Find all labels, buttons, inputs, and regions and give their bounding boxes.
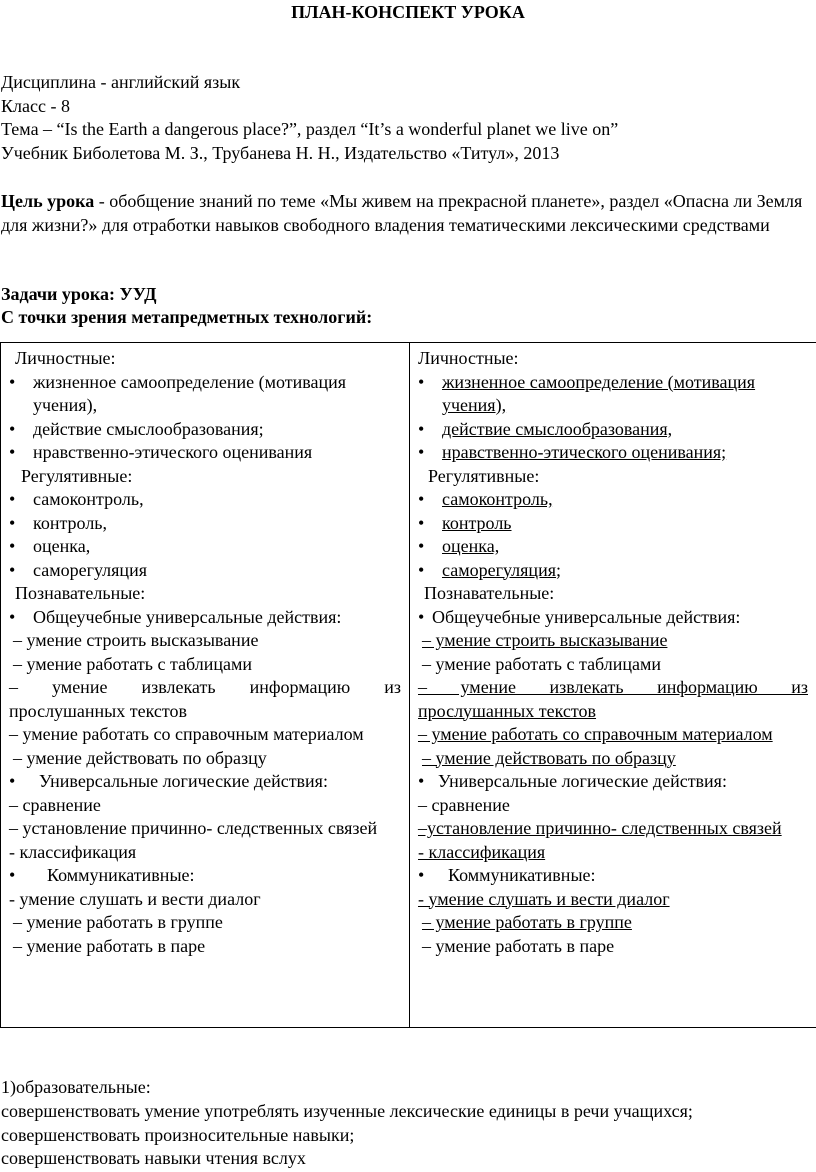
list-item: – умение действовать по образцу [13,747,267,768]
list-item: • жизненное самоопределение (мотивация учения), [9,371,401,418]
cognitive-heading: Познавательные: [424,583,555,603]
personal-heading: Личностные: [15,348,116,368]
communicative-heading: • Коммуникативные: [418,864,808,888]
list-item: • саморегуляция; [418,559,808,583]
list-item: - умение слушать и вести диалог [9,888,261,909]
lesson-goal [1,189,813,237]
educational-item: совершенствовать навыки чтения вслух [1,1148,306,1168]
discipline-line: Дисциплина - английский язык [1,72,241,92]
page-title: ПЛАН-КОНСПЕКТ УРОКА [291,2,525,22]
uud-table [0,342,816,1028]
general-actions-heading: • Общеучебные универсальные действия: [9,606,401,630]
list-item: – умение работать в группе [13,912,223,932]
list-item: – умение строить высказывание [422,630,668,650]
list-item: – умение работать с таблицами [13,653,253,674]
list-item: • контроль, [9,512,401,536]
general-actions-heading: • Общеучебные универсальные действия: [418,606,808,630]
educational-item: совершенствовать произносительные навыки; [1,1125,355,1145]
list-item: – умение работать со справочным материалом [9,724,364,744]
list-item: – сравнение [9,794,101,815]
tasks-heading: Задачи урока: УУД [1,284,157,304]
list-item: – умение работать в группе [422,912,632,932]
list-item: • саморегуляция [9,559,401,583]
table-cell-left [1,343,410,1028]
table-cell-right [410,343,816,1028]
list-item: - классификация [9,841,137,862]
list-item: –установление причинно- следственных связей [418,818,782,838]
list-item: • нравственно-этического оценивания [9,441,401,465]
list-item: • самоконтроль, [418,488,808,512]
regulatory-heading: Регулятивные: [21,465,133,486]
list-item: – установление причинно- следственных связей [9,818,378,838]
list-item: • жизненное самоопределение (мотивация учения), [418,371,808,418]
list-item: – умение извлекать информацию из прослушанных текстов [418,677,808,721]
goal-text: - обобщение знаний по теме «Мы живем на прекрасной планете», раздел «Опасна ли Земля для жизни?» для отработки навыков свободного владения тематическими лексическими средствами [1,191,803,235]
regulatory-heading: Регулятивные: [428,465,540,486]
list-item: - классификация [418,841,546,862]
list-item: – умение работать со справочным материалом [418,724,773,744]
list-item: • самоконтроль, [9,488,401,512]
list-item: – умение работать в паре [422,935,615,956]
grade-line: Класс - 8 [1,96,70,116]
educational-heading: 1)образовательные: [1,1077,151,1097]
list-item: • действие смыслообразования, [418,418,808,442]
list-item: • контроль [418,512,808,536]
communicative-heading: • Коммуникативные: [9,864,401,888]
tasks-subheading: С точки зрения метапредметных технологий: [1,307,373,327]
list-item: • нравственно-этического оценивания; [418,441,808,465]
list-item: – умение строить высказывание [13,630,259,650]
list-item: • оценка, [418,535,808,559]
list-item: – умение действовать по образцу [422,747,676,768]
logical-actions-heading: • Универсальные логические действия: [9,770,401,794]
logical-actions-heading: • Универсальные логические действия: [418,770,808,794]
cognitive-heading: Познавательные: [15,583,146,603]
textbook-line: Учебник Биболетова М. З., Трубанева Н. Н., Издательство «Титул», 2013 [1,143,560,163]
list-item: – умение работать в паре [13,935,206,956]
list-item: – сравнение [418,794,510,815]
list-item: • оценка, [9,535,401,559]
list-item: – умение работать с таблицами [422,653,662,674]
educational-item: совершенствовать умение употреблять изученные лексические единицы в речи учащихся; [1,1101,693,1121]
topic-line: Тема – “Is the Earth a dangerous place?”, раздел “It’s a wonderful planet we live on” [1,119,619,139]
personal-heading: Личностные: [418,348,519,368]
list-item: • действие смыслообразования; [9,418,401,442]
goal-label: Цель урока [1,191,95,211]
list-item: - умение слушать и вести диалог [418,888,670,909]
list-item: – умение извлекать информацию из прослушанных текстов [9,677,401,721]
